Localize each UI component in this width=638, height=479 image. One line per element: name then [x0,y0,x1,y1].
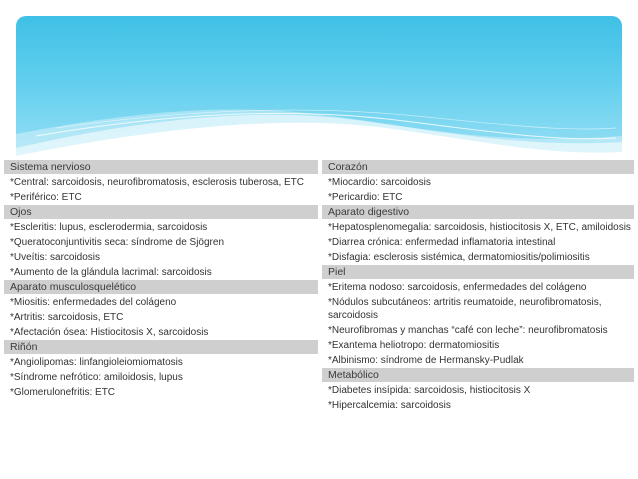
list-item: *Eritema nodoso: sarcoidosis, enfermedades del colágeno [328,282,587,293]
list-item: *Neurofibromas y manchas “café con leche”: neurofibromatosis [328,325,608,336]
list-item: *Pericardio: ETC [328,192,403,203]
list-item: *Aumento de la glándula lacrimal: sarcoidosis [10,267,212,278]
list-item: *Exantema heliotropo: dermatomiositis [328,340,500,351]
list-item: *Glomerulonefritis: ETC [10,387,116,398]
list-item: *Miositis: enfermedades del colágeno [10,297,177,308]
list-item: *Albinismo: síndrome de Hermansky-Pudlak [328,355,524,366]
list-item: *Uveítis: sarcoidosis [10,252,101,263]
list-item: *Hepatosplenomegalia: sarcoidosis, histiocitosis X, ETC, amiloidosis [328,222,631,233]
title-banner [16,16,622,166]
wave-decoration [16,16,622,166]
section-header-metabolico: Metabólico [322,368,634,382]
section-header-corazon: Corazón [322,160,634,174]
list-item: *Artritis: sarcoidosis, ETC [10,312,124,323]
section-header-piel: Piel [322,265,634,279]
list-item: *Diarrea crónica: enfermedad inflamatoria intestinal [328,237,556,248]
list-item: *Central: sarcoidosis, neurofibromatosis, esclerosis tuberosa, ETC [10,177,305,188]
right-column [322,160,634,413]
left-column [4,160,318,400]
list-item: *Disfagia: esclerosis sistémica, dermatomiositis/polimiositis [328,252,590,263]
list-item: *Afectación ósea: Histiocitosis X, sarcoidosis [10,327,209,338]
section-header-sistema-nervioso: Sistema nervioso [4,160,318,174]
list-item: *Periférico: ETC [10,192,82,203]
section-header-rinon: Riñón [4,340,318,354]
section-header-ojos: Ojos [4,205,318,219]
list-item: *Síndrome nefrótico: amiloidosis, lupus [10,372,183,383]
section-header-aparato-musculosqueletico: Aparato musculosquelético [4,280,318,294]
list-item: *Diabetes insípida: sarcoidosis, histiocitosis X [328,385,531,396]
list-item: *Escleritis: lupus, esclerodermia, sarcoidosis [10,222,208,233]
list-item: *Angiolipomas: linfangioleiomiomatosis [10,357,183,368]
list-item: *Nódulos subcutáneos: artritis reumatoide, neurofibromatosis, sarcoidosis [328,297,602,321]
list-item: *Hipercalcemia: sarcoidosis [328,400,451,411]
list-item: *Queratoconjuntivitis seca: síndrome de Sjögren [10,237,225,248]
section-header-aparato-digestivo: Aparato digestivo [322,205,634,219]
list-item: *Miocardio: sarcoidosis [328,177,431,188]
